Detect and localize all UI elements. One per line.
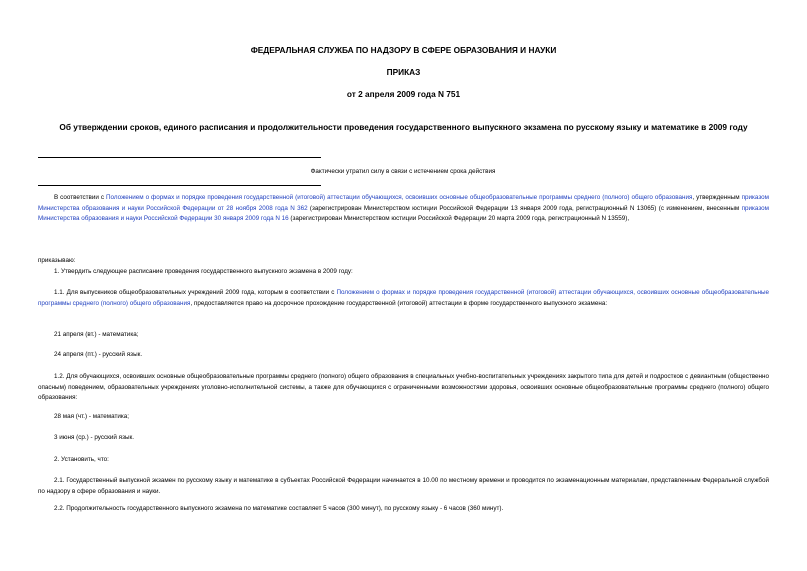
order-362-link[interactable]: приказом Министерства образования и науки Российской Федерации от 28 ноября 2008 года N 362 <box>38 194 769 212</box>
item-1: 1. Утвердить следующее расписание проведения государственного выпускного экзамена в 2009 году: <box>54 268 353 275</box>
order-word: приказываю: <box>38 257 76 264</box>
item-2-1: 2.1. Государственный выпускной экзамен по русскому языку и математике в субъектах Российской Федерации начинается в 10.00 по местному времени и проводится по экзаменационным материалам, представленным Федеральной службой по надзору в сфере образования и науки. <box>38 477 769 495</box>
preamble-text-1: В соответствии с <box>54 194 107 201</box>
doc-type-heading: ПРИКАЗ <box>386 67 421 77</box>
item-2: 2. Установить, что: <box>54 456 109 463</box>
preamble-text-4: (зарегистрирован Министерством юстиции Российской Федерации 20 марта 2009 года, регистрационный N 13559), <box>288 215 630 223</box>
exam-date-1: 21 апреля (вт.) - математика; <box>54 331 139 338</box>
divider-top <box>38 157 321 158</box>
preamble-text-2: , утвержденным <box>692 194 742 201</box>
divider-bottom <box>38 185 321 186</box>
regulation-link-2[interactable]: Положением о формах и порядке проведения государственной (итоговой) аттестации обучающихся, освоивших основные общеобразовательные программы среднего (полного) общего образования <box>38 289 770 307</box>
exam-date-4: 3 июня (ср.) - русский язык. <box>54 434 134 441</box>
item-1-1-text-2: , предоставляется право на досрочное прохождение государственной (итоговой) аттестации в форме государственного выпускного экзамена: <box>190 299 608 307</box>
doc-title: Об утверждении сроков, единого расписания и продолжительности проведения государственного выпускного экзамена по русскому языку и математике в 2009 году <box>59 122 748 132</box>
preamble-paragraph <box>38 193 769 225</box>
exam-date-2: 24 апреля (пт.) - русский язык. <box>54 351 143 358</box>
item-1-1-text-1: 1.1. Для выпускников общеобразовательных учреждений 2009 года, которым в соответствии с <box>54 289 337 296</box>
doc-date-number: от 2 апреля 2009 года N 751 <box>346 89 461 99</box>
order-16-link[interactable]: приказом Министерства образования и науки Российской Федерации 30 января 2009 года N 16 <box>38 204 769 223</box>
item-2-2: 2.2. Продолжительность государственного выпускного экзамена по математике составляет 5 часов (300 минут), по русскому языку - 6 часов (360 минут). <box>54 505 504 512</box>
item-1-1 <box>38 288 769 309</box>
exam-date-3: 28 мая (чт.) - математика; <box>54 413 129 420</box>
item-1-2: 1.2. Для обучающихся, освоивших основные общеобразовательные программы среднего (полного) общего образования в специальных учебно-воспитательных учреждениях закрытого типа для детей и подростков с девиантным (общественно опасным) поведением, образовательных учреждениях уголовно-исполнительной системы, а также для обучающихся с ограниченными возможностями здоровья, освоивших основные общеобразовательные программы среднего (полного) общего образования: <box>38 373 769 402</box>
status-note: Фактически утратил силу в связи с истечением срока действия <box>310 168 496 175</box>
preamble-text-3: (зарегистрирован Министерством юстиции Российской Федерации 13 января 2009 года, регистрационный N 13065) (с изменением, внесенным <box>307 204 742 212</box>
agency-heading: ФЕДЕРАЛЬНАЯ СЛУЖБА ПО НАДЗОРУ В СФЕРЕ ОБРАЗОВАНИЯ И НАУКИ <box>250 45 557 55</box>
regulation-link[interactable]: Положением о формах и порядке проведения государственной (итоговой) аттестации обучающихся, освоивших основные общеобразовательные программы среднего (полного) общего образования <box>106 194 693 201</box>
